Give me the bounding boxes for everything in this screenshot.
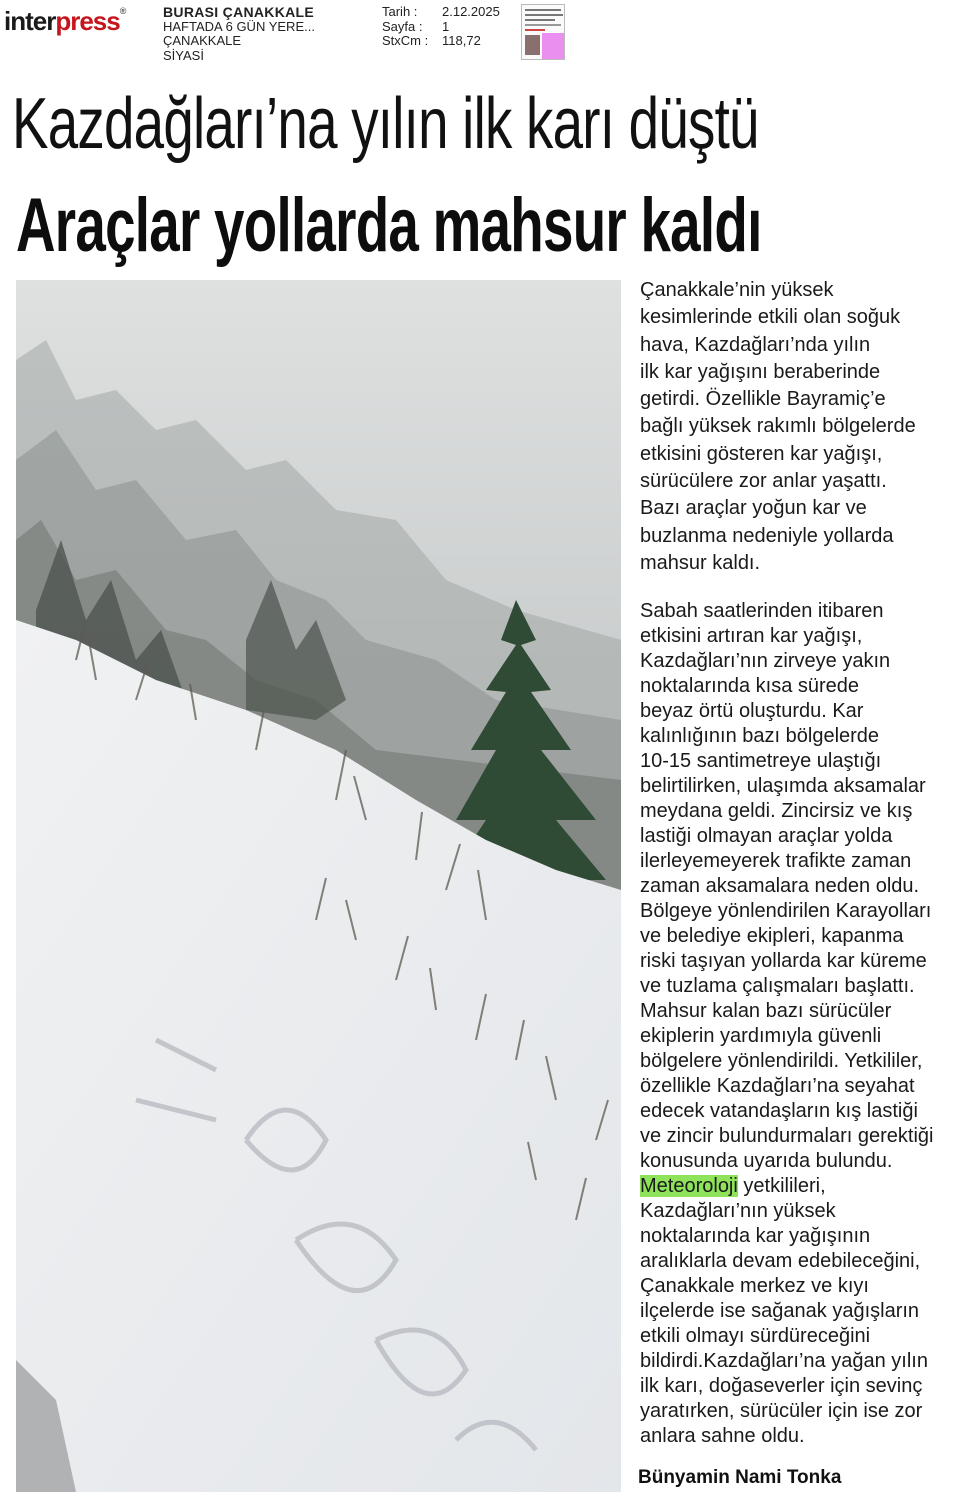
main-line: Kazdağları’nın zirveye yakın bbox=[640, 650, 891, 673]
main-line: özellikle Kazdağları’na seyahat bbox=[640, 1075, 915, 1098]
closing-line: anlara sahne oldu. bbox=[640, 1425, 805, 1448]
article-body bbox=[640, 277, 960, 1449]
main-line: noktalarında kısa sürede bbox=[640, 675, 860, 698]
main-line: etkisini artıran kar yağışı, bbox=[640, 625, 863, 648]
main-line: ekiplerin yardımıyla güvenli bbox=[640, 1025, 882, 1048]
publication-city: ÇANAKKALE bbox=[163, 33, 242, 48]
headline: Kazdağları’na yılın ilk karı düştü bbox=[12, 84, 759, 164]
main-line: riski taşıyan yollarda kar küreme bbox=[640, 950, 927, 973]
paragraph-intro bbox=[640, 277, 960, 577]
closing-line: bildirdi.Kazdağları’na yağan yılın bbox=[640, 1350, 928, 1373]
main-line: meydana geldi. Zincirsiz ve kış bbox=[640, 800, 913, 823]
closing-line: noktalarında kar yağışının bbox=[640, 1225, 871, 1248]
snowy-forest-photo bbox=[16, 280, 621, 1492]
intro-line: sürücülere zor anlar yaşattı. bbox=[640, 470, 887, 493]
main-line: 10-15 santimetreye ulaştığı bbox=[640, 750, 882, 773]
publication-section: SİYASİ bbox=[163, 47, 204, 63]
page-thumbnail[interactable] bbox=[521, 4, 565, 60]
closing-line: aralıklarla devam edebileceğini, bbox=[640, 1250, 921, 1273]
closing-line: ilk karı, doğaseverler için sevinç bbox=[640, 1375, 923, 1398]
paragraph-main bbox=[640, 599, 960, 1449]
intro-line: buzlanma nedeniyle yollarda bbox=[640, 524, 894, 547]
interpress-logo: interpress® bbox=[4, 6, 126, 36]
page-value: 1 bbox=[442, 18, 450, 34]
page-label: Sayfa : bbox=[382, 18, 423, 34]
intro-line: hava, Kazdağları’nda yılın bbox=[640, 333, 871, 356]
intro-line: Bazı araçlar yoğun kar ve bbox=[640, 497, 867, 520]
date-label: Tarih : bbox=[382, 4, 418, 19]
date-value: 2.12.2025 bbox=[442, 4, 500, 19]
closing-line: ilçelerde ise sağanak yağışların bbox=[640, 1300, 920, 1323]
highlighted-keyword: Meteoroloji bbox=[640, 1175, 738, 1198]
main-line: lastiği olmayan araçlar yolda bbox=[640, 825, 893, 848]
main-line: kalınlığının bazı bölgelerde bbox=[640, 725, 880, 748]
closing-line: Kazdağları’nın yüksek bbox=[640, 1200, 836, 1223]
main-line: konusunda uyarıda bulundu. bbox=[640, 1150, 893, 1173]
main-line: bölgelere yönlendirildi. Yetkililer, bbox=[640, 1050, 923, 1073]
main-line: beyaz örtü oluşturdu. Kar bbox=[640, 700, 864, 723]
author-byline: Bünyamin Nami Tonka bbox=[638, 1467, 842, 1488]
publication-name: BURASI ÇANAKKALE bbox=[163, 4, 315, 20]
closing-line: yaratırken, sürücüler için ise zor bbox=[640, 1400, 923, 1423]
main-line: Bölgeye yönlendirilen Karayolları bbox=[640, 900, 932, 923]
main-line: ve zincir bulundurmaları gerektiği bbox=[640, 1125, 934, 1148]
intro-line: mahsur kaldı. bbox=[640, 551, 761, 574]
main-line: ilerleyemeyerek trafikte zaman bbox=[640, 850, 912, 873]
closing-line: etkili olmayı sürdüreceğini bbox=[640, 1325, 871, 1348]
main-line: edecek vatandaşların kış lastiği bbox=[640, 1100, 918, 1123]
main-line: ve belediye ekipleri, kapanma bbox=[640, 925, 904, 948]
publication-info bbox=[163, 5, 315, 63]
main-line: zaman aksamalara neden oldu. bbox=[640, 875, 920, 898]
clipping-meta bbox=[382, 5, 500, 49]
intro-line: etkisini gösteren kar yağışı, bbox=[640, 442, 883, 465]
intro-line: kesimlerinde etkili olan soğuk bbox=[640, 306, 901, 329]
stxcm-label: StxCm : bbox=[382, 33, 429, 48]
stxcm-value: 118,72 bbox=[442, 33, 481, 48]
intro-line: getirdi. Özellikle Bayramiç’e bbox=[640, 388, 886, 411]
main-line: belirtilirken, ulaşımda aksamalar bbox=[640, 775, 926, 798]
main-line: Sabah saatlerinden itibaren bbox=[640, 600, 884, 623]
intro-line: Çanakkale’nin yüksek bbox=[640, 279, 834, 301]
subheadline: Araçlar yollarda mahsur kaldı bbox=[16, 183, 762, 268]
main-line: Mahsur kalan bazı sürücüler bbox=[640, 1000, 892, 1023]
meteoroloji-line: Meteoroloji yetkilileri, bbox=[640, 1175, 826, 1198]
intro-line: bağlı yüksek rakımlı bölgelerde bbox=[640, 415, 916, 438]
closing-line: Çanakkale merkez ve kıyı bbox=[640, 1275, 869, 1298]
intro-line: ilk kar yağışını beraberinde bbox=[640, 360, 881, 383]
publication-frequency: HAFTADA 6 GÜN YERE... bbox=[163, 18, 315, 34]
main-line: ve tuzlama çalışmaları başlattı. bbox=[640, 975, 915, 998]
